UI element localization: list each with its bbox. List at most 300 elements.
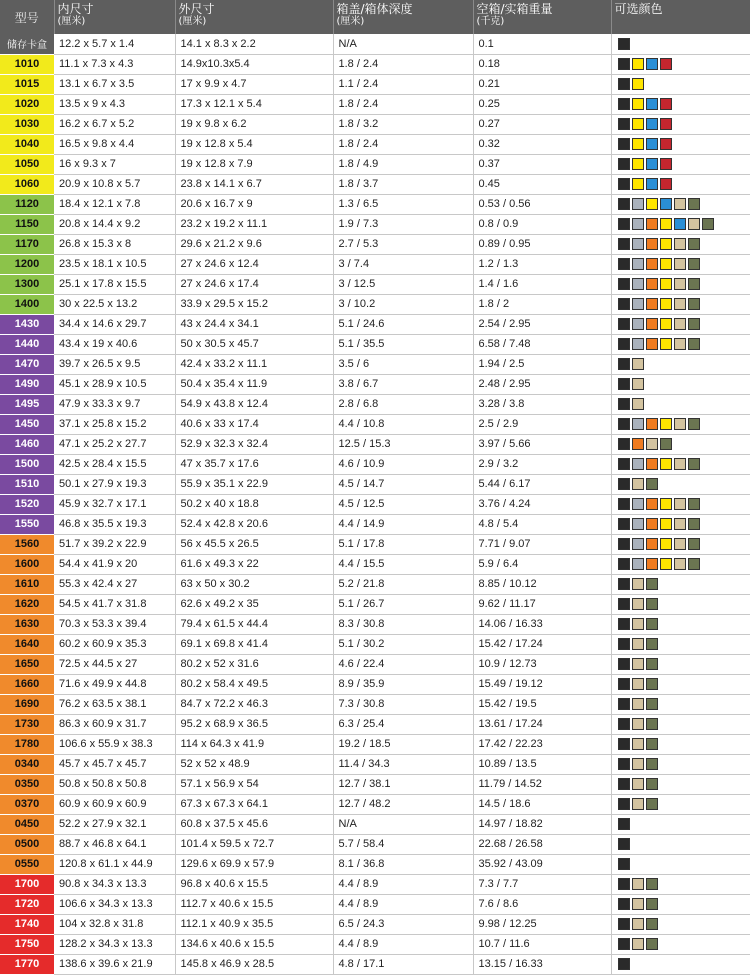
color-swatch-black	[618, 898, 630, 910]
outer-size-cell: 19 x 12.8 x 7.9	[175, 154, 333, 174]
table-row	[0, 54, 750, 74]
table-row	[0, 154, 750, 174]
color-swatch-black	[618, 858, 630, 870]
color-swatch-tan	[674, 198, 686, 210]
depth-cell: 6.5 / 24.3	[333, 914, 473, 934]
model-cell: 1780	[0, 734, 54, 754]
color-swatches	[617, 477, 750, 491]
inner-size-cell: 37.1 x 25.8 x 15.2	[54, 414, 175, 434]
weight-cell: 14.97 / 18.82	[473, 814, 611, 834]
outer-size-cell: 52.9 x 32.3 x 32.4	[175, 434, 333, 454]
depth-cell: N/A	[333, 34, 473, 54]
weight-cell: 0.18	[473, 54, 611, 74]
color-swatch-olive	[688, 258, 700, 270]
color-swatches	[617, 117, 750, 131]
table-row	[0, 914, 750, 934]
model-cell: 1630	[0, 614, 54, 634]
color-swatches	[617, 917, 750, 931]
colors-cell	[611, 374, 750, 394]
weight-cell: 7.3 / 7.7	[473, 874, 611, 894]
table-row	[0, 554, 750, 574]
colors-cell	[611, 254, 750, 274]
model-cell: 1500	[0, 454, 54, 474]
colors-cell	[611, 654, 750, 674]
weight-cell: 13.61 / 17.24	[473, 714, 611, 734]
color-swatches	[617, 697, 750, 711]
color-swatch-tan	[632, 678, 644, 690]
outer-size-cell: 134.6 x 40.6 x 15.5	[175, 934, 333, 954]
color-swatch-black	[618, 938, 630, 950]
table-row	[0, 174, 750, 194]
inner-size-cell: 18.4 x 12.1 x 7.8	[54, 194, 175, 214]
depth-cell: 3 / 7.4	[333, 254, 473, 274]
color-swatch-tan	[632, 798, 644, 810]
color-swatch-olive	[688, 318, 700, 330]
outer-size-cell: 67.3 x 67.3 x 64.1	[175, 794, 333, 814]
table-row	[0, 614, 750, 634]
weight-cell: 3.97 / 5.66	[473, 434, 611, 454]
color-swatch-black	[618, 598, 630, 610]
inner-size-cell: 88.7 x 46.8 x 64.1	[54, 834, 175, 854]
color-swatches	[617, 837, 750, 851]
colors-cell	[611, 134, 750, 154]
outer-size-cell: 145.8 x 46.9 x 28.5	[175, 954, 333, 974]
weight-cell: 0.89 / 0.95	[473, 234, 611, 254]
inner-size-cell: 16 x 9.3 x 7	[54, 154, 175, 174]
colors-cell	[611, 454, 750, 474]
header-depth	[333, 0, 473, 34]
color-swatch-tan	[632, 778, 644, 790]
color-swatch-yellow	[632, 78, 644, 90]
colors-cell	[611, 834, 750, 854]
table-row	[0, 854, 750, 874]
color-swatch-black	[618, 558, 630, 570]
outer-size-cell: 33.9 x 29.5 x 15.2	[175, 294, 333, 314]
depth-cell: 3.5 / 6	[333, 354, 473, 374]
color-swatch-blue	[646, 158, 658, 170]
outer-size-cell: 112.7 x 40.6 x 15.5	[175, 894, 333, 914]
header-inner-label: 内尺寸	[57, 2, 94, 16]
color-swatch-black	[618, 38, 630, 50]
outer-size-cell: 55.9 x 35.1 x 22.9	[175, 474, 333, 494]
table-row	[0, 94, 750, 114]
weight-cell: 10.7 / 11.6	[473, 934, 611, 954]
colors-cell	[611, 194, 750, 214]
outer-size-cell: 52 x 52 x 48.9	[175, 754, 333, 774]
model-cell: 1050	[0, 154, 54, 174]
table-row	[0, 274, 750, 294]
color-swatch-red	[660, 58, 672, 70]
color-swatch-gray	[632, 258, 644, 270]
color-swatch-tan	[646, 438, 658, 450]
header-depth-label: 箱盖/箱体深度	[336, 2, 413, 16]
depth-cell: 1.8 / 4.9	[333, 154, 473, 174]
color-swatches	[617, 637, 750, 651]
color-swatch-orange	[646, 418, 658, 430]
color-swatch-olive	[688, 298, 700, 310]
color-swatch-blue	[646, 178, 658, 190]
color-swatch-olive	[688, 538, 700, 550]
weight-cell: 0.25	[473, 94, 611, 114]
weight-cell: 1.94 / 2.5	[473, 354, 611, 374]
color-swatch-olive	[688, 558, 700, 570]
depth-cell: 4.6 / 10.9	[333, 454, 473, 474]
color-swatch-gray	[632, 298, 644, 310]
model-cell: 1550	[0, 514, 54, 534]
color-swatch-red	[660, 138, 672, 150]
color-swatches	[617, 657, 750, 671]
weight-cell: 2.48 / 2.95	[473, 374, 611, 394]
inner-size-cell: 16.2 x 6.7 x 5.2	[54, 114, 175, 134]
colors-cell	[611, 614, 750, 634]
table-row	[0, 634, 750, 654]
depth-cell: 3.8 / 6.7	[333, 374, 473, 394]
colors-cell	[611, 734, 750, 754]
color-swatch-black	[618, 718, 630, 730]
inner-size-cell: 46.8 x 35.5 x 19.3	[54, 514, 175, 534]
color-swatch-yellow	[632, 98, 644, 110]
table-row	[0, 394, 750, 414]
weight-cell: 0.27	[473, 114, 611, 134]
weight-cell: 17.42 / 22.23	[473, 734, 611, 754]
outer-size-cell: 23.2 x 19.2 x 11.1	[175, 214, 333, 234]
colors-cell	[611, 694, 750, 714]
table-row	[0, 474, 750, 494]
model-cell: 1200	[0, 254, 54, 274]
color-swatch-orange	[646, 238, 658, 250]
color-swatch-black	[618, 158, 630, 170]
color-swatches	[617, 897, 750, 911]
color-swatches	[617, 177, 750, 191]
depth-cell: 4.4 / 10.8	[333, 414, 473, 434]
color-swatch-yellow	[632, 118, 644, 130]
depth-cell: 4.5 / 14.7	[333, 474, 473, 494]
outer-size-cell: 114 x 64.3 x 41.9	[175, 734, 333, 754]
color-swatch-olive	[688, 418, 700, 430]
color-swatch-olive	[688, 278, 700, 290]
color-swatch-tan	[674, 518, 686, 530]
model-cell: 1640	[0, 634, 54, 654]
model-cell: 1440	[0, 334, 54, 354]
color-swatches	[617, 937, 750, 951]
color-swatches	[617, 877, 750, 891]
color-swatch-tan	[674, 458, 686, 470]
color-swatches	[617, 157, 750, 171]
model-cell: 1170	[0, 234, 54, 254]
colors-cell	[611, 214, 750, 234]
inner-size-cell: 13.1 x 6.7 x 3.5	[54, 74, 175, 94]
color-swatch-blue	[674, 218, 686, 230]
table-row	[0, 294, 750, 314]
inner-size-cell: 50.8 x 50.8 x 50.8	[54, 774, 175, 794]
outer-size-cell: 95.2 x 68.9 x 36.5	[175, 714, 333, 734]
table-row	[0, 454, 750, 474]
outer-size-cell: 27 x 24.6 x 17.4	[175, 274, 333, 294]
header-colors-label: 可选颜色	[614, 2, 663, 16]
color-swatch-gray	[632, 498, 644, 510]
color-swatch-olive	[688, 198, 700, 210]
color-swatch-black	[618, 198, 630, 210]
depth-cell: 8.3 / 30.8	[333, 614, 473, 634]
table-row	[0, 254, 750, 274]
depth-cell: 1.1 / 2.4	[333, 74, 473, 94]
color-swatch-red	[660, 178, 672, 190]
outer-size-cell: 50.4 x 35.4 x 11.9	[175, 374, 333, 394]
color-swatch-yellow	[660, 258, 672, 270]
model-cell: 1030	[0, 114, 54, 134]
inner-size-cell: 42.5 x 28.4 x 15.5	[54, 454, 175, 474]
outer-size-cell: 50.2 x 40 x 18.8	[175, 494, 333, 514]
color-swatch-tan	[674, 338, 686, 350]
colors-cell	[611, 234, 750, 254]
color-swatch-blue	[646, 98, 658, 110]
outer-size-cell: 61.6 x 49.3 x 22	[175, 554, 333, 574]
table-row	[0, 334, 750, 354]
weight-cell: 0.53 / 0.56	[473, 194, 611, 214]
table-row	[0, 654, 750, 674]
table-row	[0, 794, 750, 814]
table-row	[0, 774, 750, 794]
header-weight	[473, 0, 611, 34]
color-swatches	[617, 517, 750, 531]
color-swatch-olive	[646, 598, 658, 610]
depth-cell: 4.4 / 8.9	[333, 894, 473, 914]
color-swatch-gray	[632, 318, 644, 330]
colors-cell	[611, 294, 750, 314]
color-swatch-black	[618, 838, 630, 850]
table-row	[0, 754, 750, 774]
outer-size-cell: 80.2 x 58.4 x 49.5	[175, 674, 333, 694]
weight-cell: 15.42 / 19.5	[473, 694, 611, 714]
color-swatches	[617, 797, 750, 811]
color-swatch-tan	[688, 218, 700, 230]
inner-size-cell: 106.6 x 55.9 x 38.3	[54, 734, 175, 754]
weight-cell: 1.4 / 1.6	[473, 274, 611, 294]
depth-cell: 7.3 / 30.8	[333, 694, 473, 714]
color-swatch-olive	[702, 218, 714, 230]
color-swatch-tan	[632, 758, 644, 770]
inner-size-cell: 86.3 x 60.9 x 31.7	[54, 714, 175, 734]
color-swatch-tan	[632, 598, 644, 610]
header-depth-unit: (厘米)	[336, 16, 365, 27]
table-row	[0, 694, 750, 714]
table-row	[0, 374, 750, 394]
color-swatch-tan	[674, 258, 686, 270]
color-swatch-black	[618, 658, 630, 670]
inner-size-cell: 90.8 x 34.3 x 13.3	[54, 874, 175, 894]
color-swatch-olive	[688, 458, 700, 470]
model-cell: 1610	[0, 574, 54, 594]
colors-cell	[611, 74, 750, 94]
inner-size-cell: 34.4 x 14.6 x 29.7	[54, 314, 175, 334]
table-row	[0, 414, 750, 434]
color-swatch-olive	[660, 438, 672, 450]
color-swatch-red	[660, 98, 672, 110]
color-swatch-gray	[632, 198, 644, 210]
table-row	[0, 674, 750, 694]
color-swatch-black	[618, 778, 630, 790]
color-swatch-gray	[632, 238, 644, 250]
table-row	[0, 894, 750, 914]
weight-cell: 6.58 / 7.48	[473, 334, 611, 354]
color-swatch-olive	[646, 638, 658, 650]
colors-cell	[611, 754, 750, 774]
weight-cell: 22.68 / 26.58	[473, 834, 611, 854]
color-swatch-tan	[674, 238, 686, 250]
model-cell: 1510	[0, 474, 54, 494]
color-swatch-black	[618, 338, 630, 350]
color-swatch-olive	[646, 578, 658, 590]
color-swatch-olive	[646, 918, 658, 930]
color-swatch-black	[618, 678, 630, 690]
color-swatch-black	[618, 458, 630, 470]
color-swatches	[617, 497, 750, 511]
color-swatch-black	[618, 318, 630, 330]
table-row	[0, 834, 750, 854]
depth-cell: 4.8 / 17.1	[333, 954, 473, 974]
table-row	[0, 514, 750, 534]
header-row	[0, 0, 750, 34]
color-swatch-black	[618, 618, 630, 630]
color-swatches	[617, 337, 750, 351]
model-cell: 1730	[0, 714, 54, 734]
outer-size-cell: 52.4 x 42.8 x 20.6	[175, 514, 333, 534]
header-inner-unit: (厘米)	[57, 16, 86, 27]
color-swatch-tan	[632, 578, 644, 590]
color-swatch-olive	[646, 718, 658, 730]
model-cell: 1460	[0, 434, 54, 454]
outer-size-cell: 80.2 x 52 x 31.6	[175, 654, 333, 674]
model-cell: 1450	[0, 414, 54, 434]
color-swatch-tan	[632, 478, 644, 490]
colors-cell	[611, 554, 750, 574]
depth-cell: 8.9 / 35.9	[333, 674, 473, 694]
weight-cell: 0.21	[473, 74, 611, 94]
table-row	[0, 714, 750, 734]
color-swatch-yellow	[660, 538, 672, 550]
color-swatch-gray	[632, 218, 644, 230]
model-cell: 1690	[0, 694, 54, 714]
color-swatch-olive	[646, 738, 658, 750]
weight-cell: 10.9 / 12.73	[473, 654, 611, 674]
inner-size-cell: 104 x 32.8 x 31.8	[54, 914, 175, 934]
inner-size-cell: 45.9 x 32.7 x 17.1	[54, 494, 175, 514]
color-swatch-orange	[646, 338, 658, 350]
color-swatch-yellow	[660, 318, 672, 330]
color-swatches	[617, 777, 750, 791]
color-swatch-orange	[646, 538, 658, 550]
model-cell: 1150	[0, 214, 54, 234]
depth-cell: 2.7 / 5.3	[333, 234, 473, 254]
color-swatch-olive	[646, 698, 658, 710]
model-cell: 0450	[0, 814, 54, 834]
depth-cell: 1.8 / 2.4	[333, 54, 473, 74]
depth-cell: 6.3 / 25.4	[333, 714, 473, 734]
model-cell: 1720	[0, 894, 54, 914]
color-swatch-yellow	[660, 458, 672, 470]
depth-cell: 1.8 / 3.7	[333, 174, 473, 194]
color-swatch-black	[618, 118, 630, 130]
color-swatch-black	[618, 698, 630, 710]
weight-cell: 11.79 / 14.52	[473, 774, 611, 794]
depth-cell: 5.1 / 24.6	[333, 314, 473, 334]
color-swatch-black	[618, 358, 630, 370]
color-swatch-black	[618, 78, 630, 90]
color-swatches	[617, 97, 750, 111]
color-swatch-blue	[646, 118, 658, 130]
model-cell: 1430	[0, 314, 54, 334]
color-swatch-blue	[646, 58, 658, 70]
color-swatches	[617, 197, 750, 211]
color-swatch-tan	[632, 918, 644, 930]
color-swatch-orange	[646, 318, 658, 330]
color-swatch-tan	[632, 638, 644, 650]
outer-size-cell: 56 x 45.5 x 26.5	[175, 534, 333, 554]
depth-cell: 5.1 / 35.5	[333, 334, 473, 354]
color-swatch-black	[618, 638, 630, 650]
color-swatch-tan	[632, 938, 644, 950]
color-swatch-olive	[688, 338, 700, 350]
outer-size-cell: 84.7 x 72.2 x 46.3	[175, 694, 333, 714]
model-cell: 1620	[0, 594, 54, 614]
model-cell: 1740	[0, 914, 54, 934]
inner-size-cell: 45.7 x 45.7 x 45.7	[54, 754, 175, 774]
inner-size-cell: 11.1 x 7.3 x 4.3	[54, 54, 175, 74]
colors-cell	[611, 94, 750, 114]
inner-size-cell: 23.5 x 18.1 x 10.5	[54, 254, 175, 274]
model-cell: 1120	[0, 194, 54, 214]
colors-cell	[611, 934, 750, 954]
header-colors	[611, 0, 750, 34]
depth-cell: 5.1 / 30.2	[333, 634, 473, 654]
color-swatch-black	[618, 278, 630, 290]
color-swatch-black	[618, 258, 630, 270]
color-swatch-black	[618, 138, 630, 150]
colors-cell	[611, 574, 750, 594]
colors-cell	[611, 634, 750, 654]
outer-size-cell: 17.3 x 12.1 x 5.4	[175, 94, 333, 114]
color-swatch-orange	[646, 278, 658, 290]
inner-size-cell: 20.8 x 14.4 x 9.2	[54, 214, 175, 234]
color-swatch-black	[618, 398, 630, 410]
colors-cell	[611, 154, 750, 174]
table-row	[0, 574, 750, 594]
depth-cell: 4.5 / 12.5	[333, 494, 473, 514]
color-swatch-gray	[632, 558, 644, 570]
color-swatch-orange	[646, 258, 658, 270]
weight-cell: 9.62 / 11.17	[473, 594, 611, 614]
depth-cell: 1.3 / 6.5	[333, 194, 473, 214]
weight-cell: 13.15 / 16.33	[473, 954, 611, 974]
model-cell: 1700	[0, 874, 54, 894]
table-row	[0, 814, 750, 834]
header-weight-unit: (千克)	[476, 16, 505, 27]
color-swatches	[617, 537, 750, 551]
depth-cell: 2.8 / 6.8	[333, 394, 473, 414]
inner-size-cell: 26.8 x 15.3 x 8	[54, 234, 175, 254]
weight-cell: 3.76 / 4.24	[473, 494, 611, 514]
color-swatches	[617, 37, 750, 51]
color-swatches	[617, 357, 750, 371]
color-swatch-black	[618, 958, 630, 970]
color-swatches	[617, 757, 750, 771]
inner-size-cell: 16.5 x 9.8 x 4.4	[54, 134, 175, 154]
weight-cell: 5.44 / 6.17	[473, 474, 611, 494]
outer-size-cell: 112.1 x 40.9 x 35.5	[175, 914, 333, 934]
depth-cell: 1.9 / 7.3	[333, 214, 473, 234]
table-row	[0, 874, 750, 894]
depth-cell: 12.7 / 48.2	[333, 794, 473, 814]
